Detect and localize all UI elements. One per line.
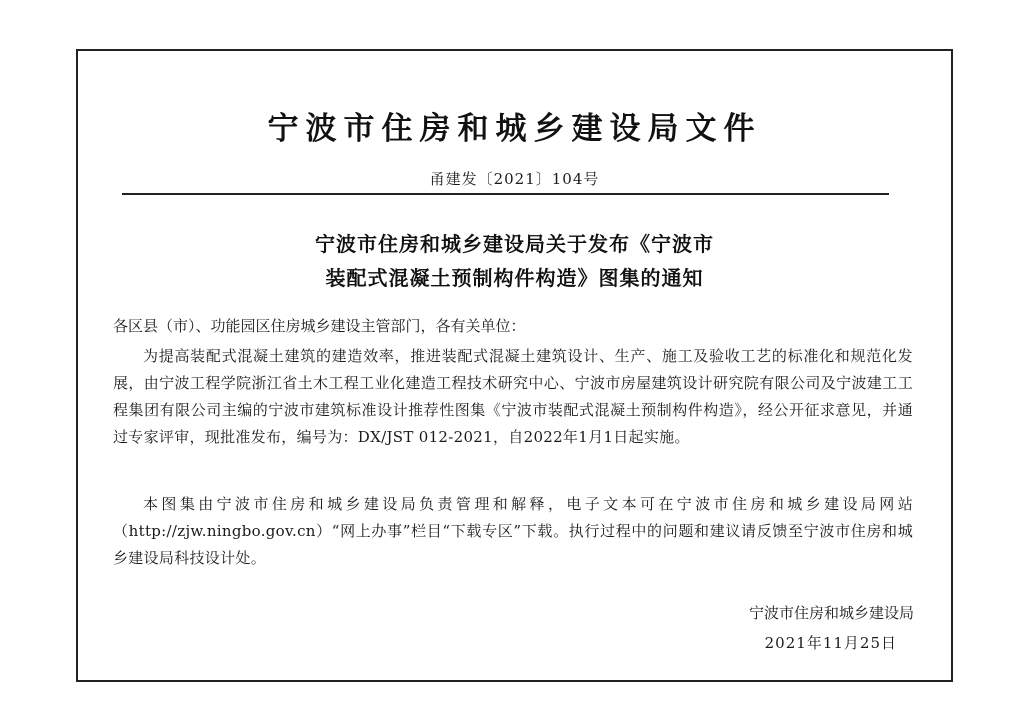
document-header-title: 宁波市住房和城乡建设局文件 — [267, 111, 762, 147]
signature-date: 2021年11月25日 — [764, 634, 897, 652]
body-paragraph-2: 本图集由宁波市住房和城乡建设局负责管理和解释，电子文本可在宁波市住房和城乡建设局网站（http://zjw.ningbo.gov.cn）“网上办事”栏目“下载专区”下载。执行过程中的问题和建议请反馈至宁波市住房和城乡建设局科技设计处。 — [113, 495, 913, 567]
header-divider — [122, 193, 889, 195]
notice-title-line1: 宁波市住房和城乡建设局关于发布《宁波市 — [315, 232, 714, 256]
recipient-line: 各区县（市）、功能园区住房城乡建设主管部门，各有关单位： — [113, 317, 526, 335]
notice-title-line2: 装配式混凝土预制构件构造》图集的通知 — [325, 266, 704, 290]
body-paragraph-1: 为提高装配式混凝土建筑的建造效率，推进装配式混凝土建筑设计、生产、施工及验收工艺的标准化和规范化发展，由宁波工程学院浙江省土木工程工业化建造工程技术研究中心、宁波市房屋建筑设计研究院有限公司及宁波建工工程集团有限公司主编的宁波市建筑标准设计推荐性图集《宁波市装配式混凝土预制构件构造》，经公开征求意见，并通过专家评审，现批准发布，编号为：DX/JST 012-2021，自2022年1月1日起实施。 — [113, 347, 913, 446]
document-number: 甬建发〔2021〕104号 — [429, 170, 600, 188]
signature-organization: 宁波市住房和城乡建设局 — [748, 604, 914, 622]
